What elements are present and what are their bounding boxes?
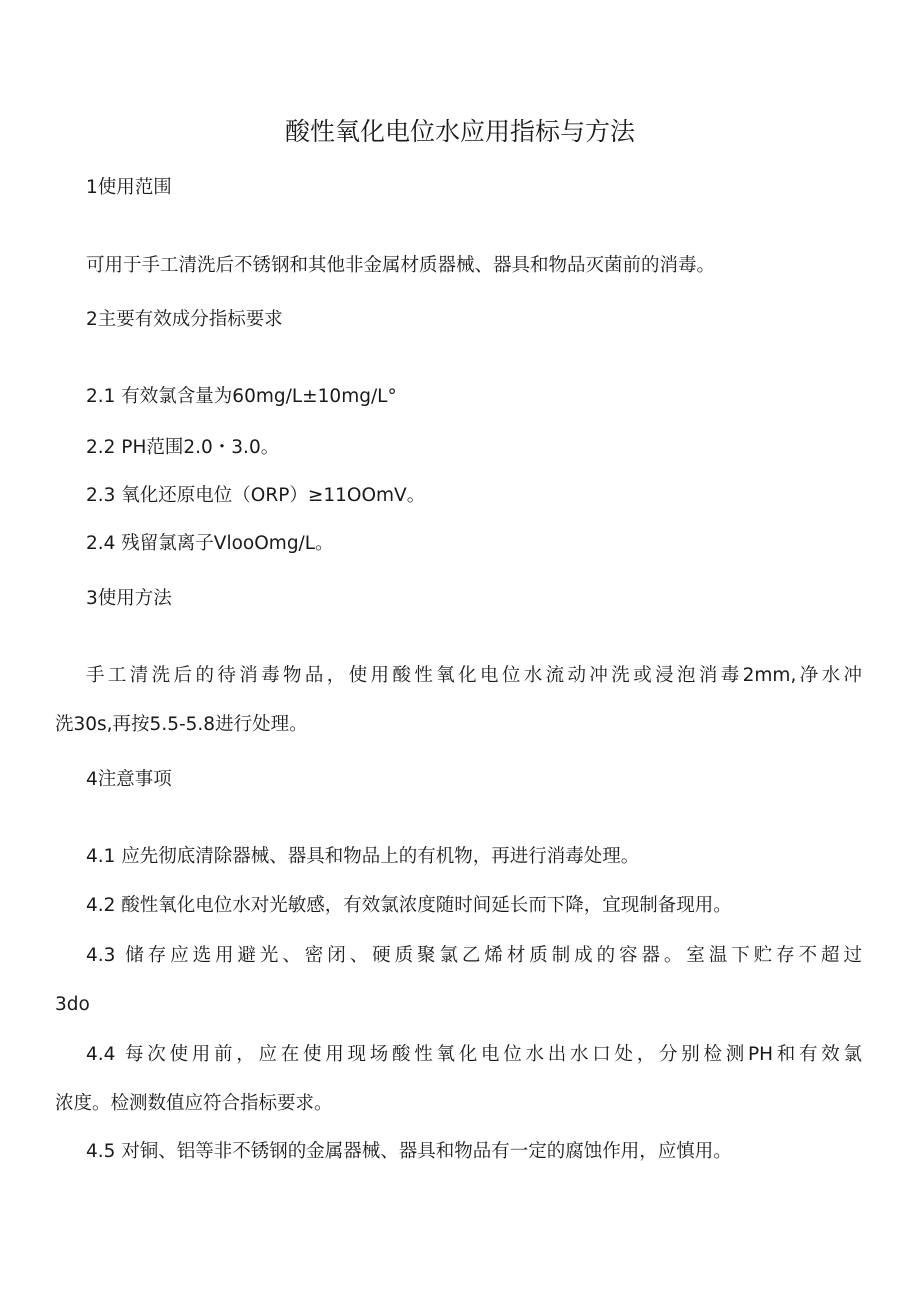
note-item-4-3-line-1: 4.3 储存应选用避光、密闭、硬质聚氯乙烯材质制成的容器。室温下贮存不超过: [86, 945, 862, 966]
indicator-item-2-1: 2.1 有效氯含量为60mg∕L±10mg∕L°: [86, 386, 397, 407]
method-paragraph-line-2: 洗30s,再按5.5-5.8进行处理。: [55, 714, 308, 735]
section-heading-method: 3使用方法: [86, 588, 172, 609]
document-title: 酸性氧化电位水应用指标与方法: [284, 117, 635, 146]
note-item-4-1: 4.1 应先彻底清除器械、器具和物品上的有机物，再进行消毒处理。: [86, 846, 640, 867]
note-item-4-3-line-2: 3do: [55, 994, 90, 1015]
note-item-4-2: 4.2 酸性氧化电位水对光敏感，有效氯浓度随时间延长而下降，宜现制备现用。: [86, 895, 732, 916]
note-item-4-4-line-2: 浓度。检测数值应符合指标要求。: [55, 1093, 333, 1114]
indicator-item-2-3: 2.3 氧化还原电位（ORP）≥11OOmV。: [86, 485, 426, 506]
section-heading-notes: 4注意事项: [86, 769, 172, 790]
indicator-item-2-4: 2.4 残留氯离子VlooOmg/L。: [86, 533, 334, 554]
method-paragraph-line-1: 手工清洗后的待消毒物品，使用酸性氧化电位水流动冲洗或浸泡消毒2mm,净水冲: [86, 665, 862, 686]
indicator-item-2-2: 2.2 PH范围2.0・3.0。: [86, 437, 280, 458]
scope-paragraph: 可用于手工清洗后不锈钢和其他非金属材质器械、器具和物品灭菌前的消毒。: [86, 255, 716, 276]
note-item-4-5: 4.5 对铜、铝等非不锈钢的金属器械、器具和物品有一定的腐蚀作用，应慎用。: [86, 1141, 732, 1162]
section-heading-scope: 1使用范围: [86, 177, 172, 198]
section-heading-indicators: 2主要有效成分指标要求: [86, 309, 283, 330]
note-item-4-4-line-1: 4.4 每次使用前，应在使用现场酸性氧化电位水出水口处，分别检测PH和有效氯: [86, 1044, 862, 1065]
